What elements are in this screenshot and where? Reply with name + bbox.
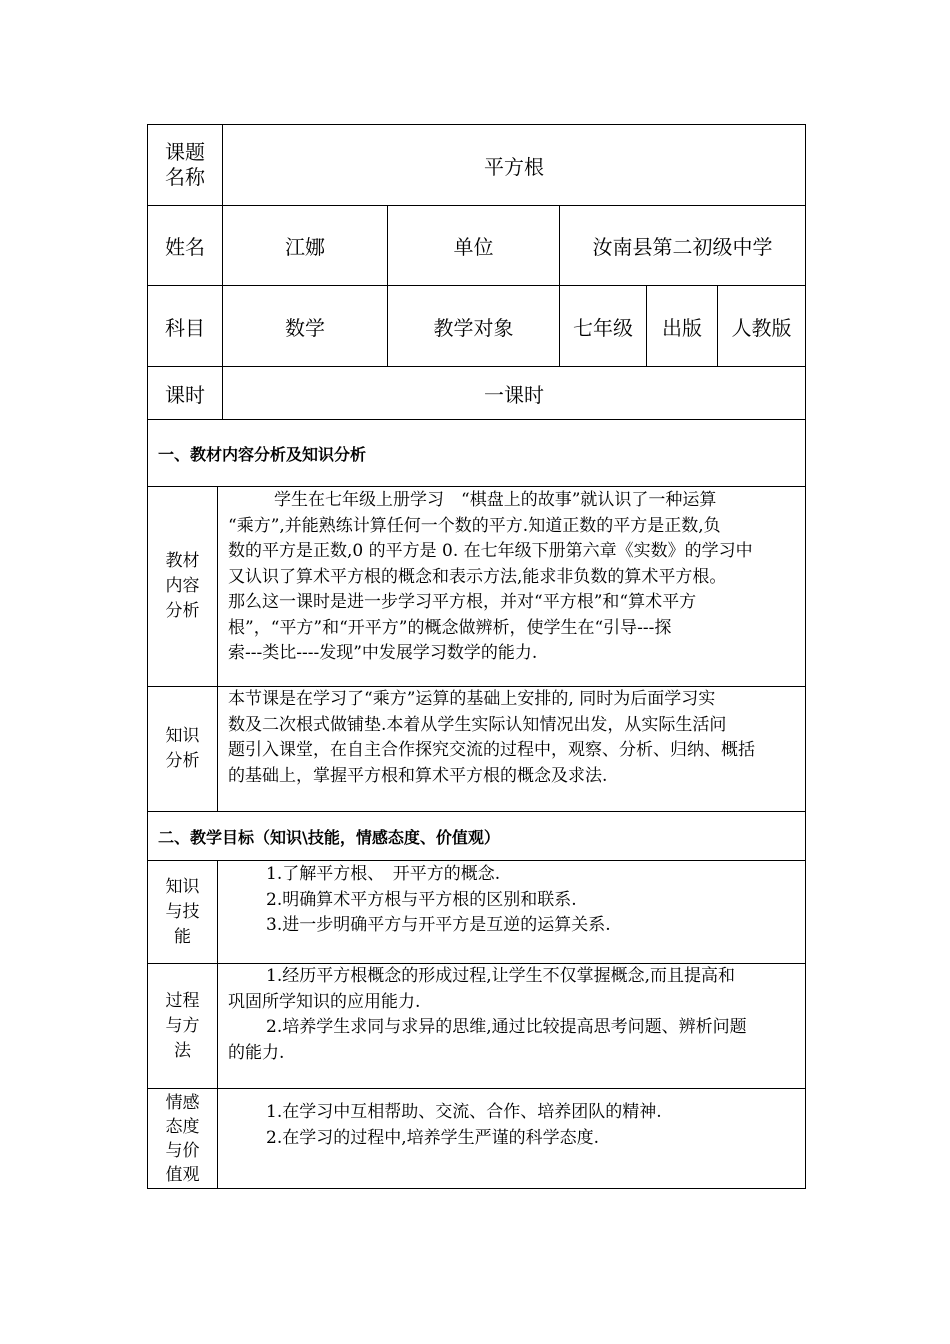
- col-divider: [217, 486, 218, 812]
- topic-label-line: 课题: [165, 140, 205, 164]
- row-divider: [147, 486, 806, 487]
- label-line: 教材: [165, 551, 200, 571]
- table-border-right: [805, 124, 806, 1189]
- attitude-values-text: [228, 1100, 802, 1180]
- goal-item: 2.在学习的过程中,培养学生严谨的科学态度.: [266, 1127, 600, 1148]
- paragraph-line: 的基础上，掌握平方根和算术平方根的概念及求法.: [228, 765, 608, 786]
- target-label: 教学对象: [433, 315, 514, 340]
- paragraph-line: 数及二次根式做铺垫.本着从学生实际认知情况出发，从实际生活问: [228, 714, 727, 735]
- label-line: 内容: [165, 576, 200, 596]
- section2-heading: 二、教学目标（知识\技能，情感态度、价值观）: [158, 827, 500, 847]
- paragraph-line: 学生在七年级上册学习 “棋盘上的故事”就认识了一种运算: [274, 490, 717, 510]
- label-line: 与价: [165, 1140, 200, 1161]
- name-label: 姓名: [165, 235, 205, 259]
- paragraph-line: 那么这一课时是进一步学习平方根，并对“平方根”和“算术平方: [228, 592, 697, 612]
- label-line: 与方: [165, 1015, 200, 1036]
- subject-value: 数学: [285, 315, 325, 340]
- goal-item: 巩固所学知识的应用能力.: [228, 991, 421, 1012]
- target-value: 七年级: [573, 315, 633, 340]
- paragraph-line: 题引入课堂，在自主合作探究交流的过程中，观察、分析、归纳、概括: [228, 740, 755, 760]
- row-divider: [147, 1088, 806, 1089]
- goal-item: 2.培养学生求同与求异的思维,通过比较提高思考问题、辨析问题: [266, 1017, 747, 1037]
- paragraph-line: 索---类比----发现”中发展学习数学的能力.: [228, 643, 538, 663]
- goal-item: 的能力.: [228, 1042, 285, 1063]
- unit-label: 单位: [453, 235, 494, 259]
- goal-item: 3.进一步明确平方与开平方是互逆的运算关系.: [266, 915, 611, 935]
- paragraph-line: 又认识了算术平方根的概念和表示方法,能求非负数的算术平方根。: [228, 566, 727, 587]
- label-line: 能: [174, 926, 191, 947]
- row-divider: [147, 860, 806, 861]
- textbook-analysis-text: [228, 488, 802, 684]
- goal-item: 1.在学习中互相帮助、交流、合作、培养团队的精神.: [266, 1102, 662, 1122]
- goal-item: 2.明确算术平方根与平方根的区别和联系.: [266, 889, 577, 910]
- knowledge-analysis-label: [148, 687, 217, 811]
- unit-value: 汝南县第二初级中学: [592, 235, 773, 259]
- attitude-values-label: [148, 1089, 217, 1188]
- label-line: 与技: [165, 901, 200, 922]
- period-label: 课时: [165, 382, 205, 407]
- label-line: 分析: [165, 601, 200, 621]
- knowledge-analysis-text: [228, 687, 802, 809]
- label-line: 情感: [165, 1092, 200, 1113]
- goal-item: 1.了解平方根、 开平方的概念.: [266, 864, 501, 884]
- paragraph-line: 根”，“平方”和“开平方”的概念做辨析，使学生在“引导---探: [228, 617, 672, 638]
- goal-item: 1.经历平方根概念的形成过程,让学生不仅掌握概念,而且提高和: [266, 966, 736, 986]
- label-line: 知识: [165, 726, 200, 746]
- process-method-text: [228, 964, 802, 1086]
- publisher-label: 出版: [662, 315, 702, 340]
- label-line: 态度: [165, 1116, 200, 1137]
- table-border-bottom: [147, 1188, 806, 1189]
- topic-label: [148, 125, 222, 205]
- name-value: 江娜: [285, 235, 325, 259]
- textbook-analysis-label: [148, 487, 217, 686]
- col-divider: [217, 860, 218, 1189]
- paragraph-line: “乘方”,并能熟练计算任何一个数的平方.知道正数的平方是正数,负: [228, 515, 721, 536]
- topic-value: 平方根: [484, 154, 544, 179]
- section1-heading: 一、教材内容分析及知识分析: [158, 444, 367, 464]
- paragraph-line: 数的平方是正数,0 的平方是 0. 在七年级下册第六章《实数》的学习中: [228, 541, 753, 561]
- topic-label-line: 名称: [165, 165, 205, 189]
- knowledge-skills-text: [228, 862, 802, 962]
- period-value: 一课时: [484, 382, 544, 407]
- label-line: 值观: [165, 1164, 200, 1185]
- label-line: 分析: [165, 751, 200, 771]
- label-line: 过程: [165, 990, 200, 1011]
- paragraph-line: 本节课是在学习了“乘方”运算的基础上安排的, 同时为后面学习实: [228, 689, 716, 709]
- publisher-value: 人教版: [731, 315, 792, 340]
- label-line: 法: [174, 1040, 191, 1061]
- label-line: 知识: [165, 876, 200, 897]
- subject-label: 科目: [165, 315, 205, 340]
- process-method-label: [148, 964, 217, 1088]
- knowledge-skills-label: [148, 861, 217, 963]
